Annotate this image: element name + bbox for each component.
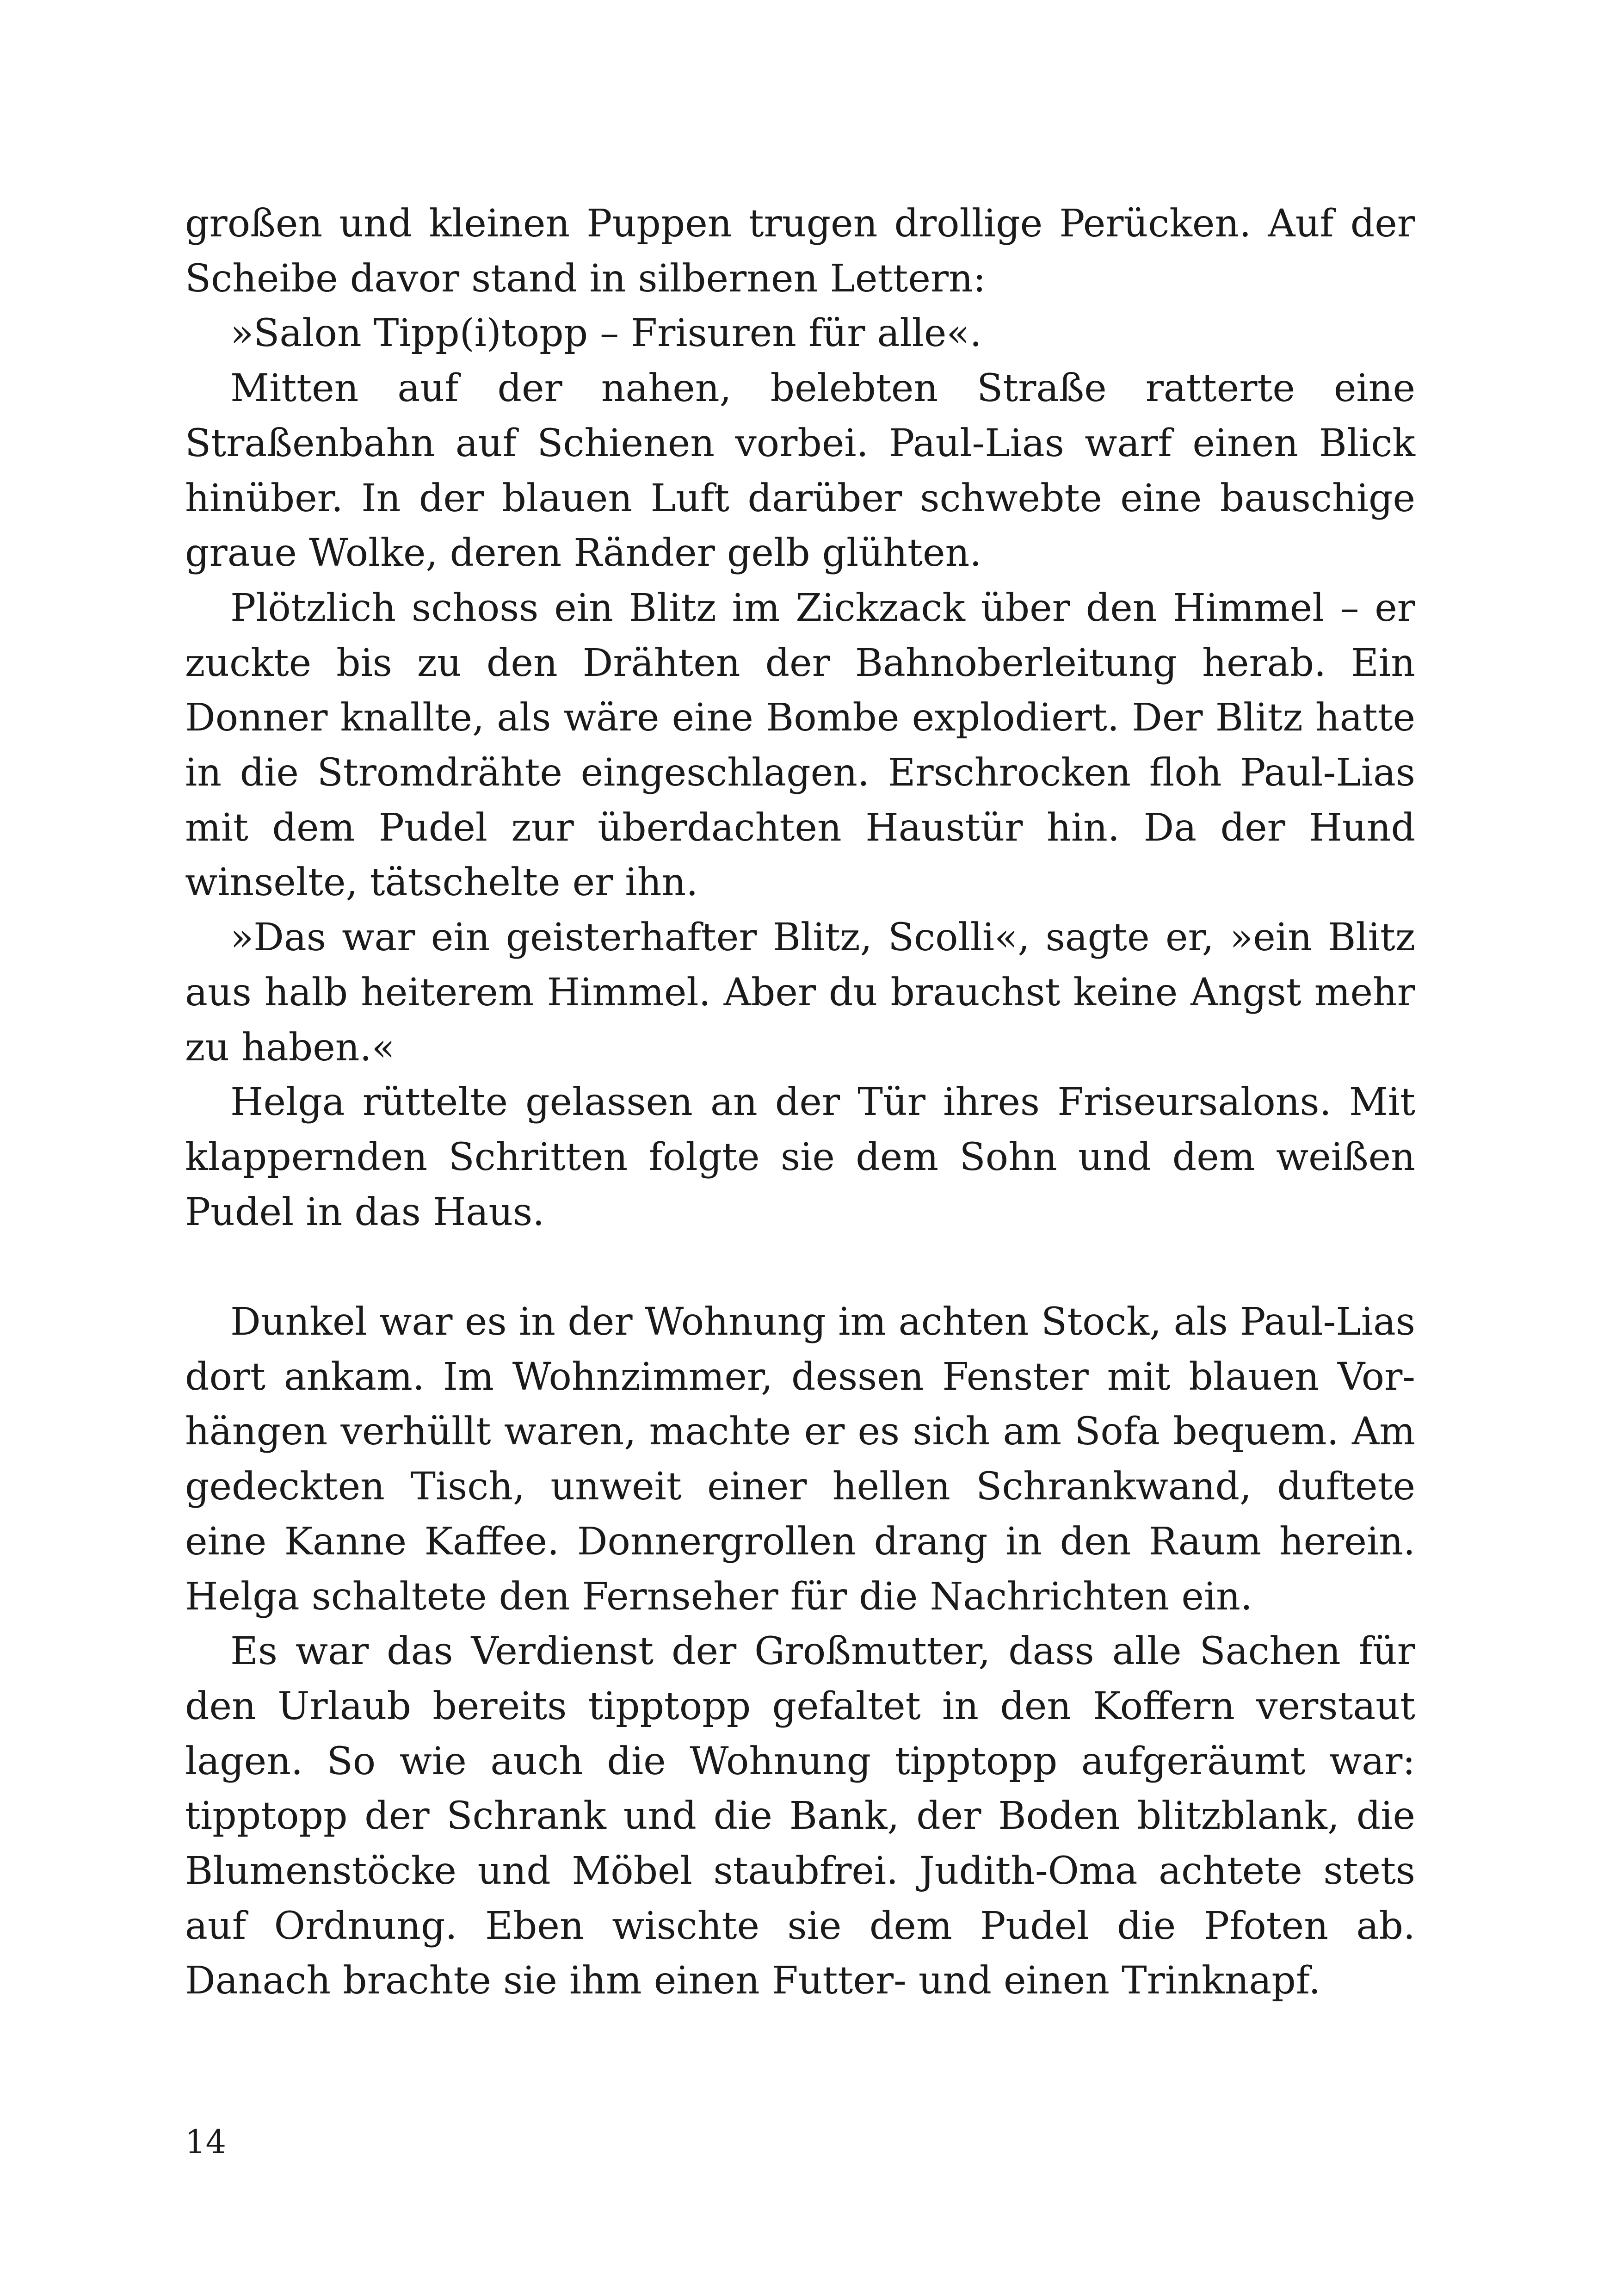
paragraph: Es war das Verdienst der Großmutter, dass alle Sachen für den Urlaub bereits tipptopp gefaltet in den Koffern verstaut lagen. So wie auch die Wohnung tipptopp aufgeräumt war: tipptopp der Schrank und die Bank, der Boden blitzblank, die Blumenstöcke und Möbel staubfrei. Judith-Oma achtete stets auf Ordnung. Eben wischte sie dem Pudel die Pfoten ab. Danach brachte sie ihm einen Futter- und einen Trinknapf.: [185, 1629, 1415, 2003]
paragraph: Helga rüttelte gelassen an der Tür ihres Friseursalons. Mit klappernden Schritten folgte sie dem Sohn und dem weißen Pudel in das Haus.: [185, 1080, 1415, 1234]
paragraph: großen und kleinen Puppen trugen drollige Perücken. Auf der Scheibe davor stand in silbernen Lettern:: [185, 202, 1415, 301]
paragraph: »Das war ein geisterhafter Blitz, Scolli«, sagte er, »ein Blitz aus halb heiterem Himmel. Aber du brauchst keine Angst mehr zu haben.«: [185, 916, 1415, 1070]
paragraph: Plötzlich schoss ein Blitz im Zickzack über den Himmel – er zuckte bis zu den Drähten der Bahnoberleitung herab. Ein Donner knallte, als wäre eine Bombe explodiert. Der Blitz hatte in die Stromdrähte eingeschlagen. Erschrocken floh Paul-Lias mit dem Pudel zur überdachten Haustür hin. Da der Hund winselte, tätschelte er ihn.: [185, 586, 1415, 905]
page-number: 14: [185, 2123, 227, 2161]
paragraph: Dunkel war es in der Wohnung im achten Stock, als Paul-Lias dort ankam. Im Wohnzimmer, dessen Fenster mit blauen Vorhängen verhüllt waren, machte er es sich am Sofa bequem. Am gedeckten Tisch, unweit einer hellen Schrankwand, duftete eine Kanne Kaffee. Donnergrollen drang in den Raum herein. Helga schaltete den Fernseher für die Nachrichten ein.: [185, 1300, 1415, 1619]
paragraph: Mitten auf der nahen, belebten Straße ratterte eine Straßenbahn auf Schienen vorbei. Paul-Lias warf einen Blick hinüber. In der blauen Luft darüber schwebte eine bauschige graue Wolke, deren Ränder gelb glühten.: [185, 366, 1415, 576]
section-break: [185, 1240, 1415, 1295]
body-text: [185, 197, 1415, 2009]
paragraph: »Salon Tipp(i)topp – Frisuren für alle«.: [230, 311, 982, 356]
